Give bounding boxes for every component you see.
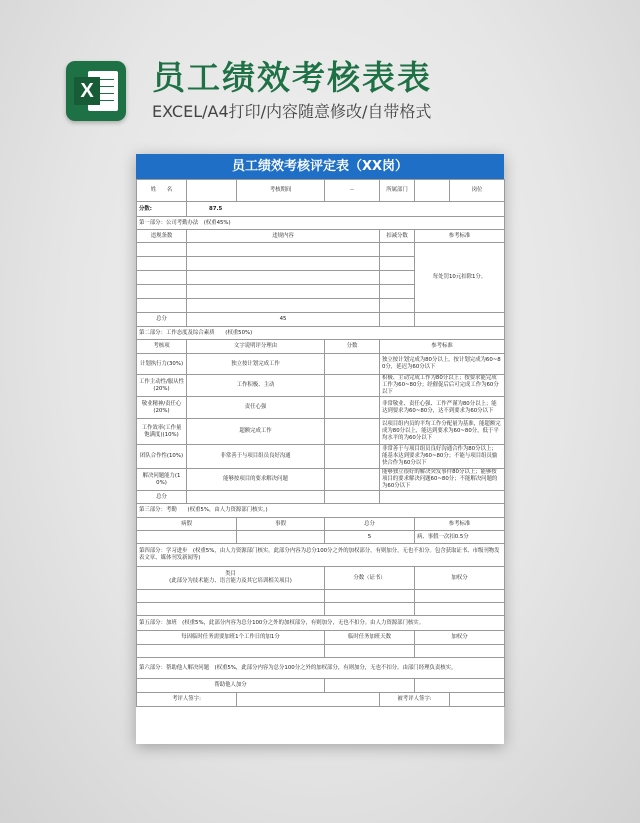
score-label: 分数: [137, 202, 187, 217]
part3-total-value: 5 [325, 531, 415, 544]
part2-col-std: 参考标准 [380, 340, 505, 354]
name-value[interactable] [187, 180, 237, 202]
score-row [137, 202, 505, 217]
info-row [137, 180, 505, 202]
criterion-item: 敬业精神/责任心(20%) [137, 397, 187, 419]
form-title: 员工绩效考核评定表（XX岗） [136, 154, 504, 179]
part5-heading: 第五部分：加班 (权重5%，此部分内容为总分100分之外的加权部分，有则加分，无也不扣分。由人力资源部门核实。 [137, 616, 505, 631]
score-value: 87.5 [187, 202, 505, 217]
excel-x-badge: X [74, 77, 100, 105]
criterion-desc: 非常善于与项目组员良好沟通 [187, 445, 325, 469]
criterion-std: 积极、主动完成工作为80分以上；按要求能完成工作为60~80分；经催促后后可完成工作为60分以下 [380, 375, 505, 397]
criterion-score[interactable] [325, 469, 380, 491]
page-title: 员工绩效考核表表 [152, 58, 432, 97]
part5-col-item: 每因临时任务需要加班1个工作日的加1分 [137, 631, 325, 645]
period-label: 考核期间 [237, 180, 325, 202]
part2-heading: 第二部分：工作态度及综合素质 (权重50%) [137, 327, 505, 340]
criterion-score[interactable] [325, 375, 380, 397]
criterion-desc: 能够按项目的要求解决问题 [187, 469, 325, 491]
form-paper [136, 154, 504, 744]
dept-value[interactable] [415, 180, 450, 202]
part2-col-score: 分数 [325, 340, 380, 354]
excel-logo-icon [66, 61, 126, 121]
part1-total-row [137, 313, 505, 327]
part2-col-item: 考核项 [137, 340, 187, 354]
part3-header-row [137, 518, 505, 531]
part1-total-value: 45 [187, 313, 380, 327]
criterion-std: 独立按计划完成为80分以上，按计划完成为60~80分，延迟为60分以下 [380, 354, 505, 375]
part4-col-weight: 加权分 [415, 567, 505, 590]
table-row [137, 354, 505, 375]
criterion-score[interactable] [325, 354, 380, 375]
part3-col-sick: 病假 [137, 518, 237, 531]
table-row [137, 375, 505, 397]
criterion-std: 以项目组内员的平均工作分配量为基准，能超额完成为80分以上，能达到要求为60~80分，低于平均水平的为60分以下 [380, 419, 505, 445]
part1-col-deduct: 扣减分数 [380, 230, 415, 243]
dept-label: 所属部门 [380, 180, 415, 202]
part2-header-row [137, 340, 505, 354]
part3-col-std: 参考标准 [415, 518, 505, 531]
criterion-std: 非常敬业、责任心强、工作严谨为80分以上；能达到要求为60~80分，达不到要求为60分以下 [380, 397, 505, 419]
criterion-desc: 责任心强 [187, 397, 325, 419]
part4-col-type: 类目 (此部分为技术能力、语言能力及其它培训相关项目) [137, 567, 325, 590]
part6-col-item: 帮助他人加分 [137, 679, 325, 693]
part5-col-days: 临时任务加班天数 [325, 631, 415, 645]
criterion-desc: 工作积极、主动 [187, 375, 325, 397]
part3-value-row [137, 531, 505, 544]
criterion-item: 计划执行力(30%) [137, 354, 187, 375]
part1-total-label: 总分 [137, 313, 187, 327]
post-label: 岗位 [450, 180, 505, 202]
criterion-item: 团队合作性(10%) [137, 445, 187, 469]
part1-heading: 第一部分：公司考勤办法 (权重45%) [137, 217, 505, 230]
form-table [136, 179, 505, 707]
period-dash: -- [325, 180, 380, 202]
page-subtitle: EXCEL/A4打印/内容随意修改/自带格式 [152, 102, 432, 121]
name-label: 姓 名 [137, 180, 187, 202]
part5-header-row [137, 631, 505, 645]
part2-total-label: 总分 [137, 491, 187, 504]
part4-header-row [137, 567, 505, 590]
part3-heading: 第三部分：考勤 (权重5%，由人力资源部门核实。) [137, 504, 505, 518]
reviewer-sign-label: 考评人签字: [137, 693, 237, 707]
part3-col-total: 总分 [325, 518, 415, 531]
table-row [137, 469, 505, 491]
criterion-item: 解决问题能力(10%) [137, 469, 187, 491]
criterion-desc: 独立按计划完成工作 [187, 354, 325, 375]
criterion-item: 工作效率(工作量饱满度)(10%) [137, 419, 187, 445]
part5-col-weight: 加权分 [415, 631, 505, 645]
part1-col-content: 违规内容 [187, 230, 380, 243]
part1-col-item: 违规条数 [137, 230, 187, 243]
table-row [137, 445, 505, 469]
criterion-desc: 超额完成工作 [187, 419, 325, 445]
reviewee-sign-label: 被考评人签字: [380, 693, 450, 707]
criterion-score[interactable] [325, 397, 380, 419]
part4-heading: 第四部分：学习进步 (权重5%，由人力资源部门核实。此部分内容为总分100分之外的加权部分，有则加分，无也不扣分。包含获取证书、市级刊物发表文章、媒体刊发新闻等) [137, 544, 505, 567]
part1-header-row [137, 230, 505, 243]
part2-total-row [137, 491, 505, 504]
part4-col-score: 分数（证书） [325, 567, 415, 590]
part6-header-row [137, 679, 505, 693]
part1-col-std: 参考标准 [415, 230, 505, 243]
signature-row [137, 693, 505, 707]
part3-col-personal: 事假 [237, 518, 325, 531]
part2-col-desc: 文字说明评分理由 [187, 340, 325, 354]
criterion-score[interactable] [325, 445, 380, 469]
table-row [137, 397, 505, 419]
criterion-std: 能够独立很好的解决突发事件80分以上；能够按项目的要求解决问题60~80分；不能解决问题的为60分以下 [380, 469, 505, 491]
part3-std-text: 病、事假一次扣0.5分 [415, 531, 505, 544]
part6-heading: 第六部分：帮助他人解决问题 (权重5%，此部分内容为总分100分之外的加权部分，有则加分，无也不扣分。由部门经理负责核实。 [137, 658, 505, 679]
part1-std-text: 每处罚10元扣除1分。 [415, 243, 505, 313]
criterion-score[interactable] [325, 419, 380, 445]
table-row [137, 419, 505, 445]
criterion-item: 工作主动性/服从性(20%) [137, 375, 187, 397]
criterion-std: 非常善于与项目组员良好沟通合作为80分以上；能基本达到要求为60~80分；不能与项目组员愉快合作为60分以下 [380, 445, 505, 469]
